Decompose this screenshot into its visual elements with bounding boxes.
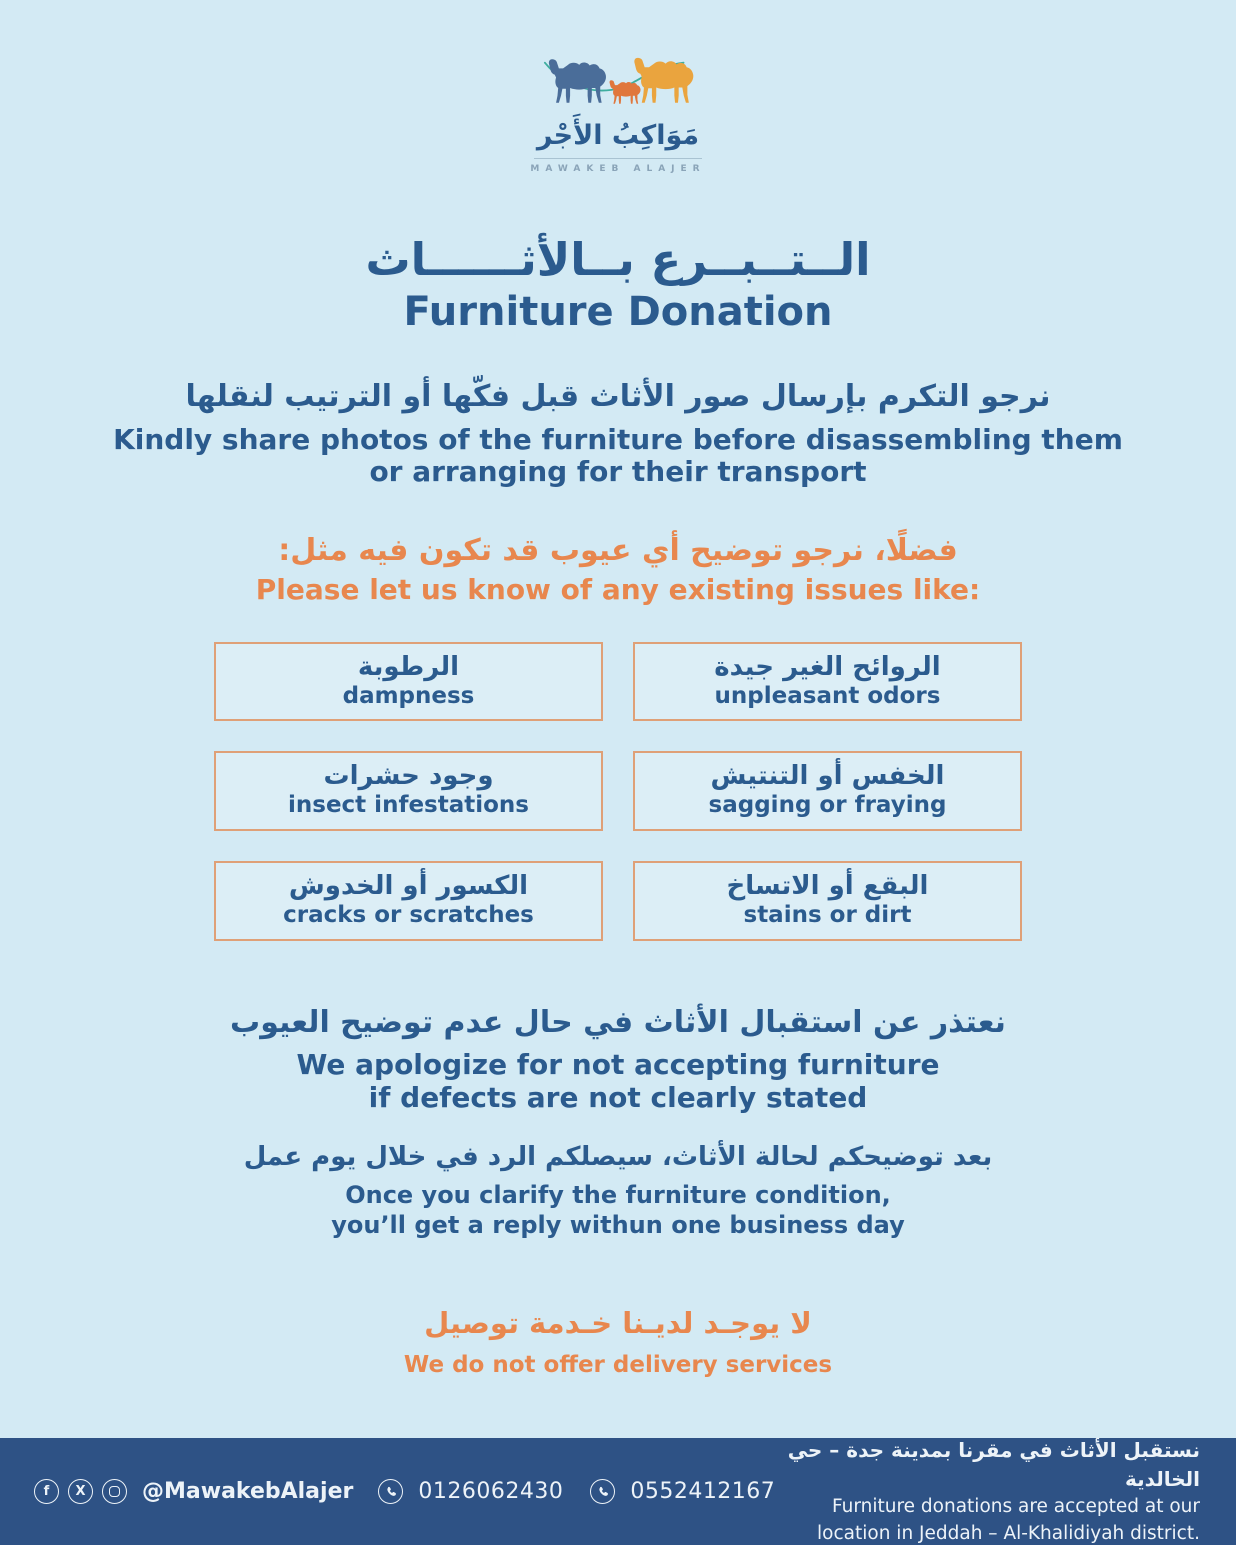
intro-text-english bbox=[0, 424, 1236, 488]
logo-arabic-wordmark: مَوَاكِبُ الأَجْر bbox=[536, 120, 700, 151]
issue-label-english: insect infestations bbox=[288, 792, 529, 819]
intro-english-line2: or arranging for their transport bbox=[369, 455, 867, 489]
whatsapp-number: 0552412167 bbox=[630, 1479, 776, 1504]
issue-box-unpleasant-odors bbox=[633, 642, 1022, 722]
instagram-inner-square bbox=[109, 1486, 120, 1497]
page-title-arabic: الــتــبــرع بــالأثــــــاث bbox=[365, 233, 871, 286]
phone-icon bbox=[378, 1479, 403, 1504]
phone-number: 0126062430 bbox=[418, 1479, 564, 1504]
location-text-arabic: نستقبل الأثاث في مقرنا بمدينة جدة – حي الخالدية bbox=[787, 1437, 1200, 1491]
issue-label-english: unpleasant odors bbox=[714, 682, 941, 709]
issue-box-insect-infestations bbox=[214, 751, 603, 831]
issue-box-dampness bbox=[214, 642, 603, 722]
issue-label-arabic: الروائح الغير جيدة bbox=[714, 651, 941, 682]
issue-box-cracks-or-scratches bbox=[214, 861, 603, 941]
brand-logo bbox=[0, 0, 1236, 174]
no-delivery-text-english: We do not offer delivery services bbox=[403, 1351, 833, 1378]
instagram-icon bbox=[102, 1479, 127, 1504]
location-text-english: Furniture donations are accepted at our location in Jeddah – Al-Khalidiyah district. bbox=[817, 1495, 1200, 1544]
intro-text-arabic: نرجو التكرم بإرسال صور الأثاث قبل فكّها أو الترتيب لنقلها bbox=[185, 379, 1051, 415]
footer-contact-info bbox=[34, 1479, 775, 1504]
reply-time-text-arabic: بعد توضيحكم لحالة الأثاث، سيصلكم الرد في خلال يوم عمل bbox=[243, 1141, 993, 1172]
issue-label-arabic: الخفس أو التنتيش bbox=[710, 761, 945, 792]
reply-time-text-english bbox=[0, 1180, 1236, 1240]
facebook-icon bbox=[34, 1479, 59, 1504]
x-glyph: X bbox=[75, 1484, 86, 1499]
page-title-english: Furniture Donation bbox=[403, 289, 833, 336]
issue-label-english: stains or dirt bbox=[743, 902, 912, 929]
issues-heading-english: Please let us know of any existing issues like: bbox=[255, 572, 981, 606]
issues-heading-arabic: فضلًا، نرجو توضيح أي عيوب قد تكون فيه مثل: bbox=[278, 532, 958, 568]
apology-english-line1: We apologize for not accepting furniture bbox=[296, 1047, 940, 1081]
apology-english-line2: if defects are not clearly stated bbox=[368, 1080, 868, 1114]
issue-label-arabic: الكسور أو الخدوش bbox=[288, 870, 529, 901]
whatsapp-icon bbox=[590, 1479, 615, 1504]
issue-label-arabic: وجود حشرات bbox=[323, 761, 494, 792]
camel-blue-icon bbox=[549, 59, 606, 102]
issue-box-sagging-or-fraying bbox=[633, 751, 1022, 831]
camel-orange-icon bbox=[610, 80, 641, 104]
social-handle: @MawakebAlajer bbox=[142, 1479, 354, 1504]
logo-latin-wordmark: MAWAKEB ALAJER bbox=[530, 164, 706, 174]
issue-label-english: sagging or fraying bbox=[708, 792, 947, 819]
issue-label-english: dampness bbox=[342, 682, 475, 709]
whatsapp-handset-glyph bbox=[596, 1485, 609, 1498]
issue-label-english: cracks or scratches bbox=[283, 902, 534, 929]
issue-box-stains-or-dirt bbox=[633, 861, 1022, 941]
camel-yellow-icon bbox=[634, 58, 693, 103]
issues-grid bbox=[214, 642, 1022, 941]
reply-english-line2: you’ll get a reply withun one business day bbox=[331, 1210, 905, 1239]
phone-handset-glyph bbox=[384, 1485, 397, 1498]
no-delivery-text-arabic: لا يوجـد لديـنا خـدمة توصيل bbox=[424, 1305, 812, 1340]
apology-text-english bbox=[0, 1048, 1236, 1114]
issue-label-arabic: الرطوبة bbox=[357, 651, 460, 682]
reply-english-line1: Once you clarify the furniture condition, bbox=[345, 1180, 891, 1209]
footer-location-info bbox=[775, 1436, 1200, 1545]
apology-text-arabic: نعتذر عن استقبال الأثاث في حال عدم توضيح العيوب bbox=[230, 1004, 1006, 1040]
footer-bar bbox=[0, 1438, 1236, 1545]
facebook-glyph: f bbox=[43, 1484, 50, 1499]
logo-divider bbox=[534, 158, 702, 159]
x-icon bbox=[68, 1479, 93, 1504]
camel-caravan-icon bbox=[523, 52, 713, 116]
issue-label-arabic: البقع أو الاتساخ bbox=[726, 870, 929, 901]
intro-english-line1: Kindly share photos of the furniture before disassembling them bbox=[113, 423, 1123, 457]
